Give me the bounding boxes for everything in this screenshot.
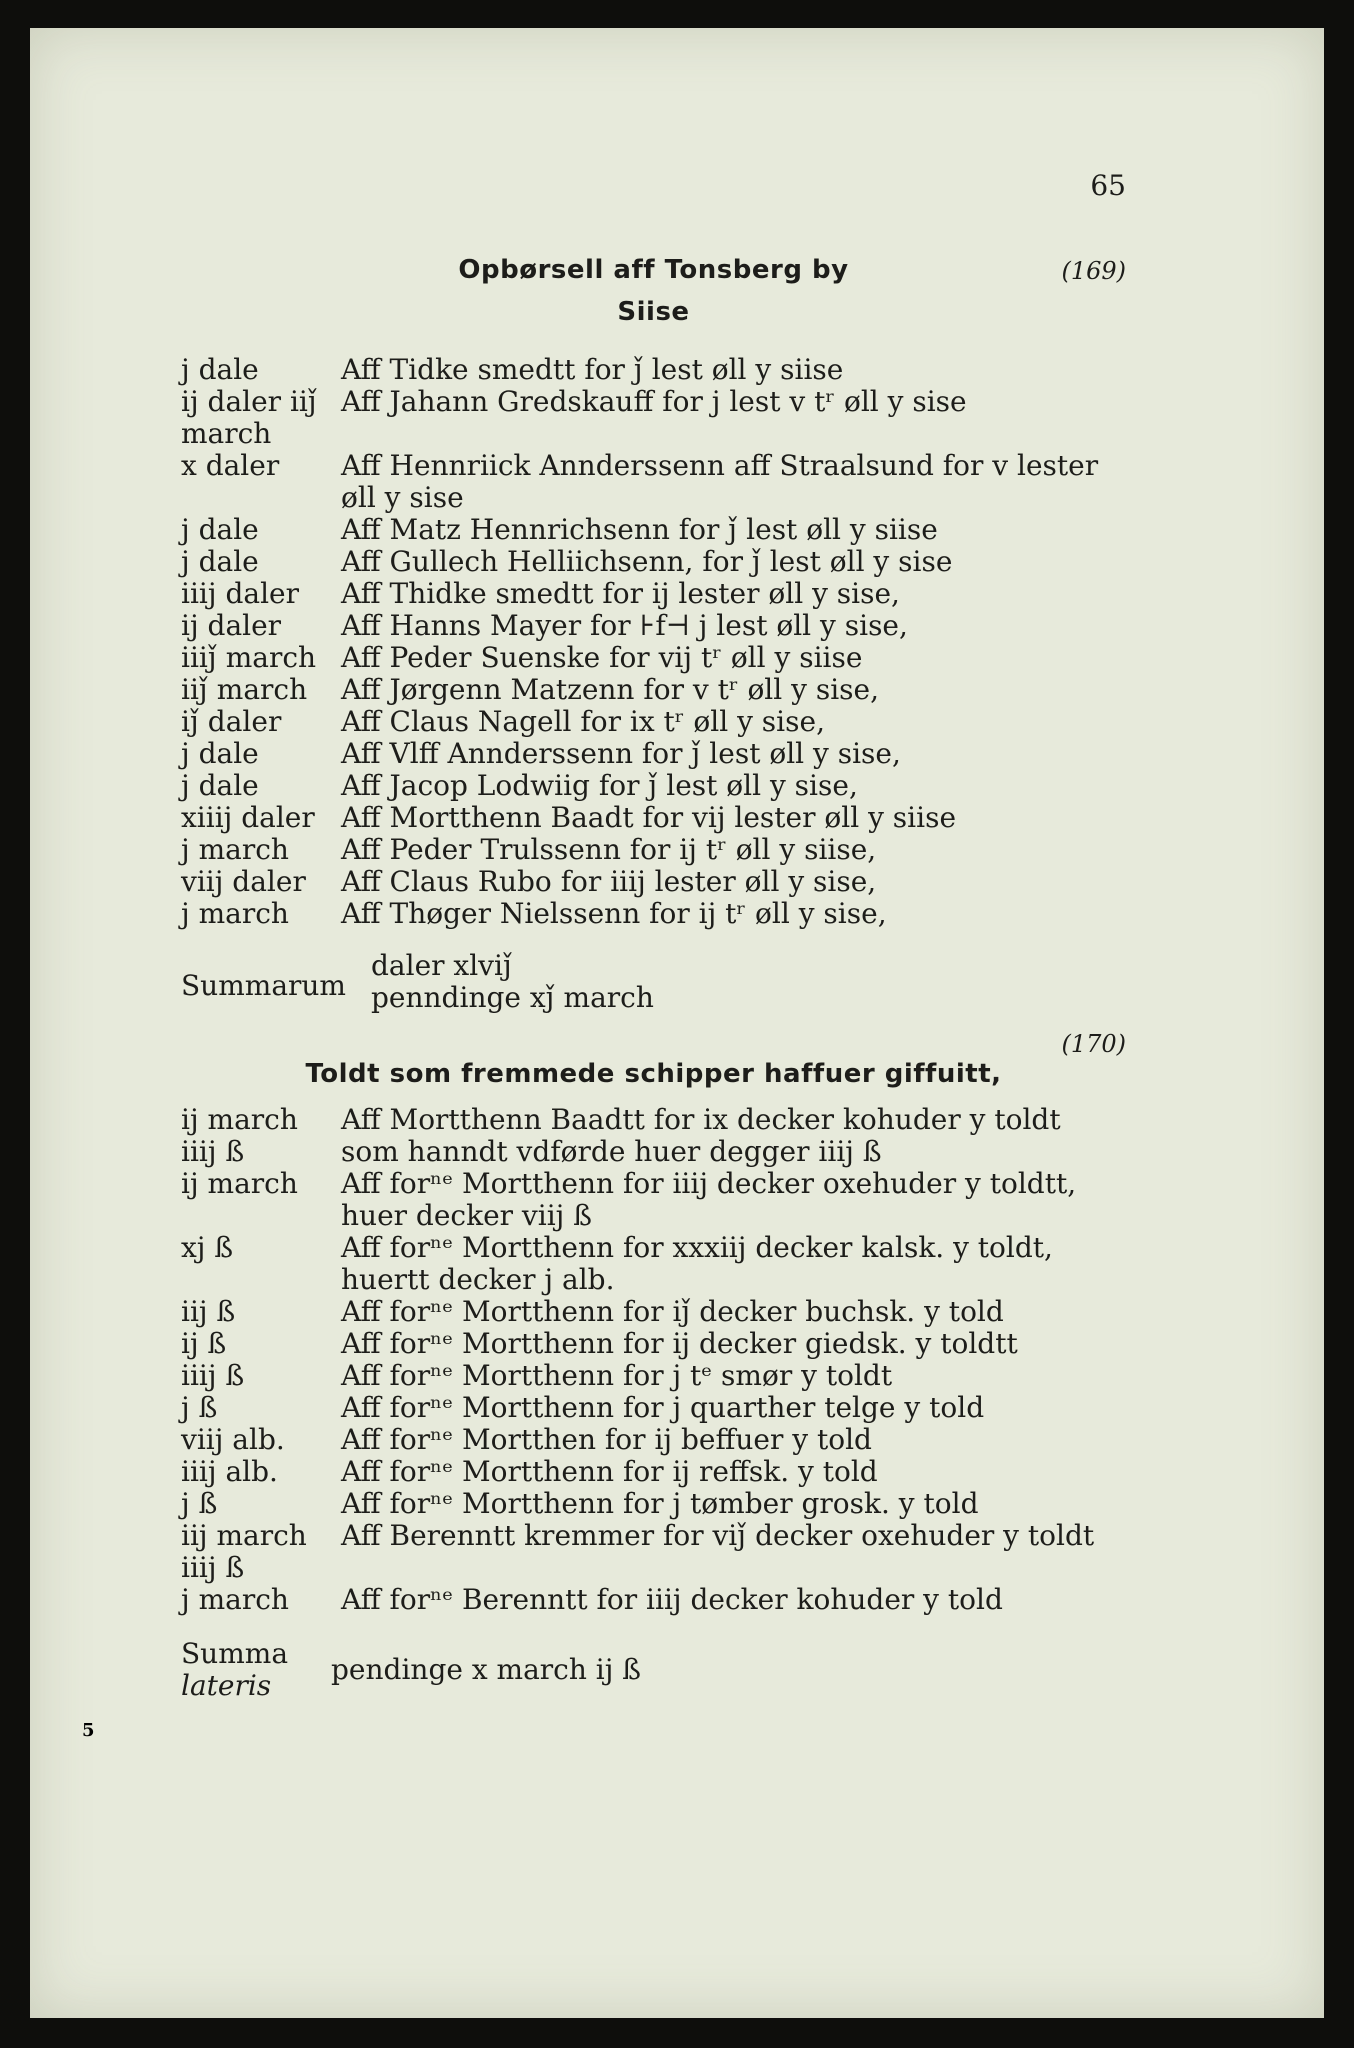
ledger-row [181,1424,1126,1456]
ledger-text: Aff forⁿᵉ Mortthenn for iiij decker oxehuder y toldtt, huer decker viij ß [341,1167,1077,1232]
section2-reference: (170) [1061,1030,1126,1058]
ledger-row [181,1488,1126,1520]
ledger-amount: iij march iiij ß [181,1519,307,1584]
ledger-amount: ij ß [181,1327,227,1360]
ledger-amount: j march [181,833,289,866]
ledger-amount: iiij daler [181,577,299,610]
ledger-text: Aff forⁿᵉ Mortthenn for j tᵉ smør y toldt [341,1359,893,1392]
ledger-text: Aff Gullech Helliichsenn, for ǰ lest øll y sise [341,545,953,578]
ledger-row [181,866,1126,898]
ledger-row [181,546,1126,578]
ledger-text: Aff forⁿᵉ Mortthenn for j tømber grosk. y told [341,1487,979,1520]
ledger-amount: ij daler iiǰ march [181,385,317,450]
ledger-amount: j dale [181,353,259,386]
ledger-amount: iǰ daler [181,705,282,738]
sum-label: Summarum [181,969,346,1002]
siise-ledger [181,354,1126,930]
ledger-row [181,706,1126,738]
page-number: 65 [1090,169,1126,202]
ledger-row [181,610,1126,642]
ledger-text: Aff Berenntt kremmer for viǰ decker oxehuder y toldt [341,1519,1095,1552]
sum-lateris-label-1: Summa [181,1637,289,1670]
ledger-text: Aff Claus Nagell for ix tʳ øll y sise, [341,705,825,738]
ledger-amount: j dale [181,545,259,578]
ledger-amount: j march [181,897,289,930]
ledger-text: Aff forⁿᵉ Mortthenn for j quarther telge y told [341,1391,985,1424]
ledger-text: Aff Vlff Annderssenn for ǰ lest øll y sise, [341,737,901,770]
ledger-row [181,354,1126,386]
ledger-row [181,578,1126,610]
ledger-amount: j dale [181,769,259,802]
ledger-text: Aff Peder Trulssenn for ij tʳ øll y siise, [341,833,877,866]
title-reference: (169) [1061,257,1126,285]
sum-summarum [181,950,654,1014]
document-page [30,28,1324,2018]
ledger-row [181,1136,1126,1168]
ledger-text: Aff forⁿᵉ Mortthenn for iǰ decker buchsk. y told [341,1295,1004,1328]
ledger-row [181,1168,1126,1232]
toldt-ledger [181,1104,1126,1616]
ledger-text: Aff forⁿᵉ Mortthenn for ij reffsk. y told [341,1455,878,1488]
ledger-amount: viij daler [181,865,306,898]
ledger-text: Aff Claus Rubo for iiij lester øll y sise, [341,865,877,898]
ledger-amount: ij daler [181,609,282,642]
sum-lateris-value: pendinge x march ij ß [331,1653,642,1686]
ledger-amount: iiij alb. [181,1455,278,1488]
ledger-amount: j dale [181,513,259,546]
ledger-text: Aff Mortthenn Baadtt for ix decker kohuder y toldt [341,1103,1061,1136]
ledger-amount: xiiij daler [181,801,315,834]
page-title: Opbørsell aff Tonsberg by [458,255,849,285]
ledger-amount: ij march [181,1167,298,1200]
sum-daler: daler xlviǰ [371,949,512,982]
ledger-amount: iiij ß [181,1135,245,1168]
ledger-amount: iiij ß [181,1359,245,1392]
ledger-row [181,738,1126,770]
ledger-text: Aff Hanns Mayer for ⊦f⊣ j lest øll y sise, [341,609,908,642]
sum-lateris [181,1638,641,1702]
ledger-row [181,898,1126,930]
ledger-row [181,1392,1126,1424]
ledger-amount: j march [181,1583,289,1616]
ledger-row [181,642,1126,674]
ledger-row [181,770,1126,802]
ledger-text: Aff Mortthenn Baadt for vij lester øll y siise [341,801,957,834]
ledger-amount: iij ß [181,1295,236,1328]
ledger-amount: iiǰ march [181,673,308,706]
ledger-amount: iiiǰ march [181,641,317,674]
ledger-text: Aff Jørgenn Matzenn for v tʳ øll y sise, [341,673,880,706]
ledger-row [181,1360,1126,1392]
footer-mark: 5 [82,1720,95,1741]
ledger-text: Aff forⁿᵉ Mortthen for ij beffuer y told [341,1423,872,1456]
ledger-amount: x daler [181,449,280,482]
ledger-row [181,1584,1126,1616]
ledger-amount: j dale [181,737,259,770]
ledger-amount: viij alb. [181,1423,285,1456]
ledger-amount: j ß [181,1391,218,1424]
title-row [181,251,1126,291]
ledger-row [181,802,1126,834]
section2-title: Toldt som fremmede schipper haffuer giffuitt, [305,1059,1002,1089]
ledger-text: som hanndt vdførde huer degger iiij ß [341,1135,882,1168]
ledger-row [181,834,1126,866]
ledger-row [181,1520,1126,1584]
ledger-row [181,1296,1126,1328]
ledger-amount: xj ß [181,1231,234,1264]
ledger-amount: ij march [181,1103,298,1136]
ledger-text: Aff Matz Hennrichsenn for ǰ lest øll y siise [341,513,938,546]
ledger-amount: j ß [181,1487,218,1520]
sum-penndinge: penndinge xǰ march [371,981,654,1014]
ledger-text: Aff Tidke smedtt for ǰ lest øll y siise [341,353,844,386]
ledger-row [181,674,1126,706]
sum-lateris-label-2: lateris [181,1669,272,1702]
ledger-text: Aff Thøger Nielssenn for ij tʳ øll y sise, [341,897,887,930]
ledger-text: Aff Peder Suenske for vij tʳ øll y siise [341,641,863,674]
ledger-text: Aff Hennriick Annderssenn aff Straalsund for v lester øll y sise [341,449,1099,514]
ledger-row [181,450,1126,514]
ledger-row [181,1104,1126,1136]
ledger-text: Aff Jacop Lodwiig for ǰ lest øll y sise, [341,769,858,802]
ledger-row [181,1328,1126,1360]
ledger-row [181,386,1126,450]
ledger-text: Aff forⁿᵉ Mortthenn for xxxiij decker kalsk. y toldt, huertt decker j alb. [341,1231,1053,1296]
ledger-row [181,1456,1126,1488]
ledger-text: Aff Jahann Gredskauff for j lest v tʳ øll y sise [341,385,967,418]
ledger-text: Aff forⁿᵉ Berenntt for iiij decker kohuder y told [341,1583,1003,1616]
ledger-text: Aff forⁿᵉ Mortthenn for ij decker giedsk. y toldtt [341,1327,1018,1360]
ledger-row [181,514,1126,546]
ledger-row [181,1232,1126,1296]
ledger-text: Aff Thidke smedtt for ij lester øll y sise, [341,577,900,610]
section-subtitle: Siise [617,297,690,327]
